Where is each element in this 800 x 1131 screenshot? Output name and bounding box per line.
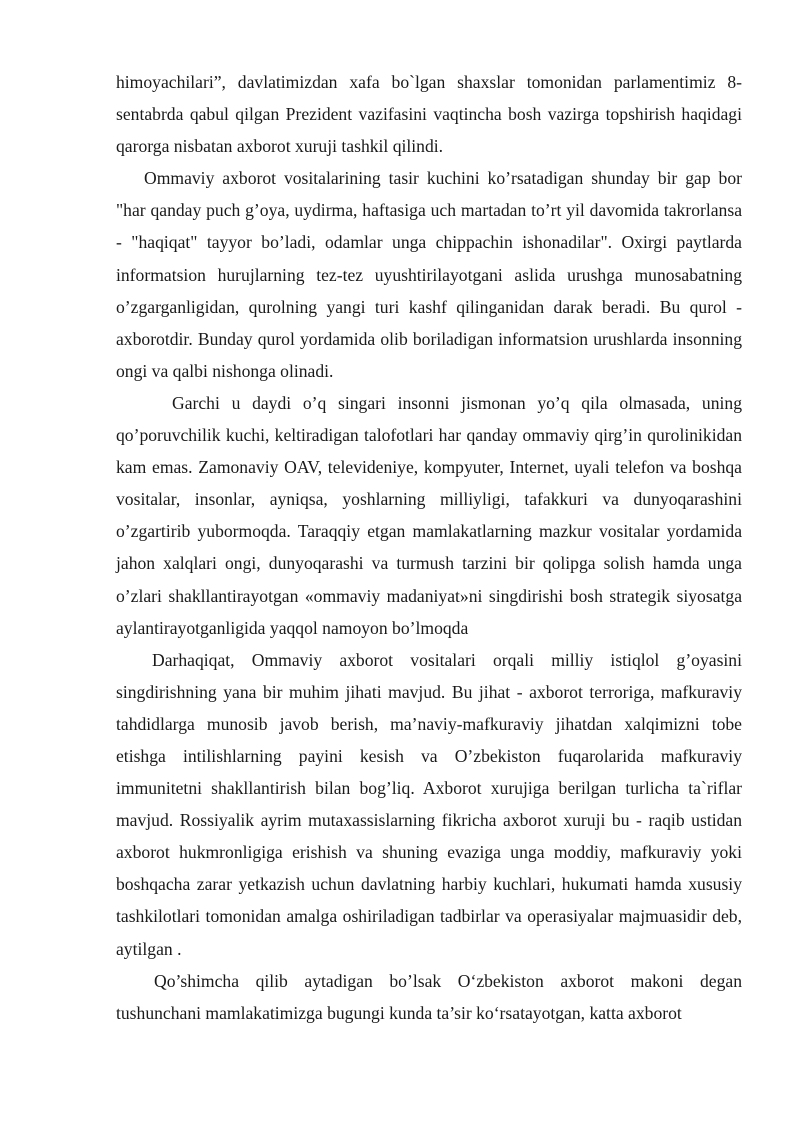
paragraph-5: Qo’shimcha qilib aytadigan bo’lsak O‘zbekiston axborot makoni degan tushunchani mamlakatimizga bugungi kunda ta’sir ko‘rsatayotgan, katta axborot [116,970,742,1023]
paragraph-4: Darhaqiqat, Ommaviy axborot vositalari orqali milliy istiqlol g’oyasini singdirishning yana bir muhim jihati mavjud. Bu jihat - axborot terroriga, mafkuraviy tahdidlarga munosib javob berish, ma’naviy-mafkuraviy jihatdan xalqimizni tobe etishga intilishlarning payini kesish va O’zbekiston fuqarolarida mafkuraviy immunitetni shakllantirish bilan bog’liq. Axborot xurujiga berilgan turlicha ta`riflar mavjud. Rossiyalik ayrim mutaxassislarning fikricha axborot xuruji bu - raqib ustidan axborot hukmronligiga erishish va shuning evaziga unga moddiy, mafkuraviy yoki boshqacha zarar yetkazish uchun davlatning harbiy kuchlari, hukumati hamda xususiy tashkilotlari tomonidan amalga oshiriladigan tadbirlar va operasiyalar majmuasidir deb, aytilgan . [116,649,742,959]
paragraph-1: himoyachilari”, davlatimizdan xafa bo`lgan shaxslar tomonidan parlamentimiz 8-sentabrda qabul qilgan Prezident vazifasini vaqtincha bosh vazirga topshirish haqidagi qarorga nisbatan axborot xuruji tashkil qilindi. [116,72,742,157]
document-body [116,66,742,1029]
paragraph-3: Garchi u daydi o’q singari insonni jismonan yo’q qila olmasada, uning qo’poruvchilik kuchi, keltiradigan talofotlari har qanday ommaviy qirg’in qurolinikidan kam emas. Zamonaviy OAV, televideniye, kompyuter, Internet, uyali telefon va boshqa vositalar, insonlar, ayniqsa, yoshlarning milliyligi, tafakkuri va dunyoqarashini o’zgartirib yubormoqda. Taraqqiy etgan mamlakatlarning mazkur vositalar yordamida jahon xalqlari ongi, dunyoqarashi va turmush tarzini bir qolipga solish hamda unga o’zlari shakllantirayotgan «ommaviy madaniyat»ni singdirishi bosh strategik siyosatga aylantirayotganligida yaqqol namoyon bo’lmoqda [116,392,742,638]
paragraph-2: Ommaviy axborot vositalarining tasir kuchini ko’rsatadigan shunday bir gap bor "har qanday puch g’oya, uydirma, haftasiga uch martadan to’rt yil davomida takrorlansa - "haqiqat" tayyor bo’ladi, odamlar unga chippachin ishonadilar". Oxirgi paytlarda informatsion hurujlarning tez-tez uyushtirilayotgani aslida urushga munosabatning o’zgarganligidan, qurolning yangi turi kashf qilinganidan darak beradi. Bu qurol - axborotdir. Bunday qurol yordamida olib boriladigan informatsion urushlarda insonning ongi va qalbi nishonga olinadi. [116,168,742,381]
